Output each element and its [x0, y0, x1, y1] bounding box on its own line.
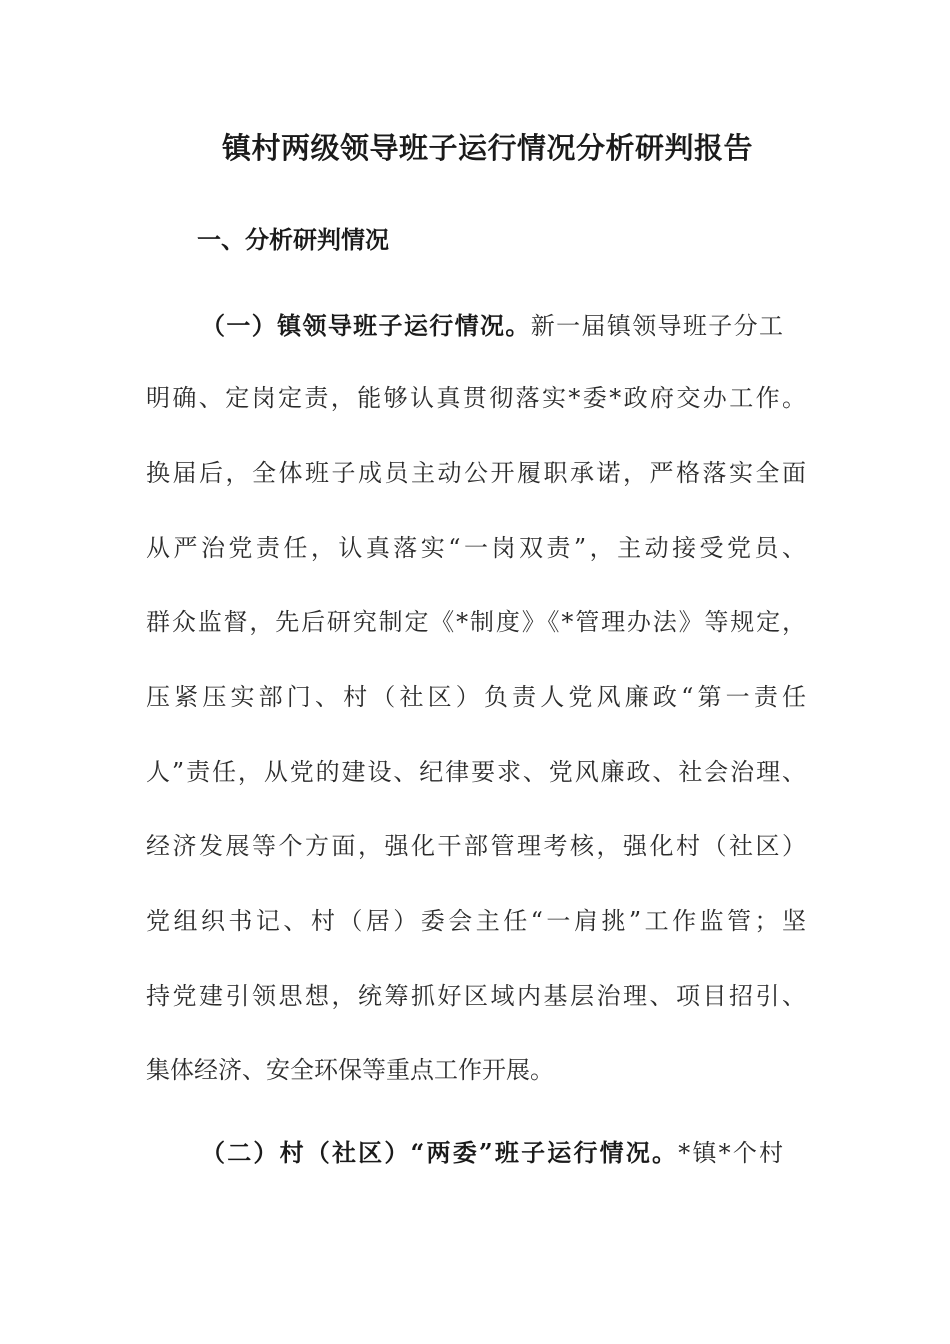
paragraph-lead: （二）村（社区）“两委”班子运行情况。 — [201, 1138, 679, 1167]
paragraph-line — [201, 1133, 783, 1173]
paragraph-text: 新一届镇领导班子分工 — [530, 312, 784, 340]
paragraph-line: 党组织书记、村（居）委会主任“一肩挑”工作监管；坚 — [146, 907, 806, 935]
paragraph-line: 换届后，全体班子成员主动公开履职承诺，严格落实全面 — [146, 459, 806, 487]
paragraph-line: 压紧压实部门、村（社区）负责人党风廉政“第一责任 — [146, 683, 806, 711]
paragraph-line: 群众监督，先后研究制定《*制度》《*管理办法》等规定， — [146, 608, 806, 636]
paragraph-text: *镇*个村 — [678, 1139, 784, 1167]
paragraph-line: 持党建引领思想，统筹抓好区域内基层治理、项目招引、 — [146, 982, 806, 1010]
section-heading: 一、分析研判情况 — [197, 226, 389, 254]
paragraph-line — [201, 306, 783, 346]
document-title: 镇村两级领导班子运行情况分析研判报告 — [221, 131, 753, 165]
paragraph-line: 经济发展等个方面，强化干部管理考核，强化村（社区） — [146, 832, 806, 860]
paragraph-line: 集体经济、安全环保等重点工作开展。 — [146, 1056, 554, 1084]
paragraph-lead: （一）镇领导班子运行情况。 — [201, 311, 531, 340]
paragraph-line: 明确、定岗定责，能够认真贯彻落实*委*政府交办工作。 — [146, 384, 806, 412]
paragraph-line: 从严治党责任，认真落实“一岗双责”，主动接受党员、 — [146, 534, 806, 562]
paragraph-line: 人”责任，从党的建设、纪律要求、党风廉政、社会治理、 — [146, 758, 806, 786]
